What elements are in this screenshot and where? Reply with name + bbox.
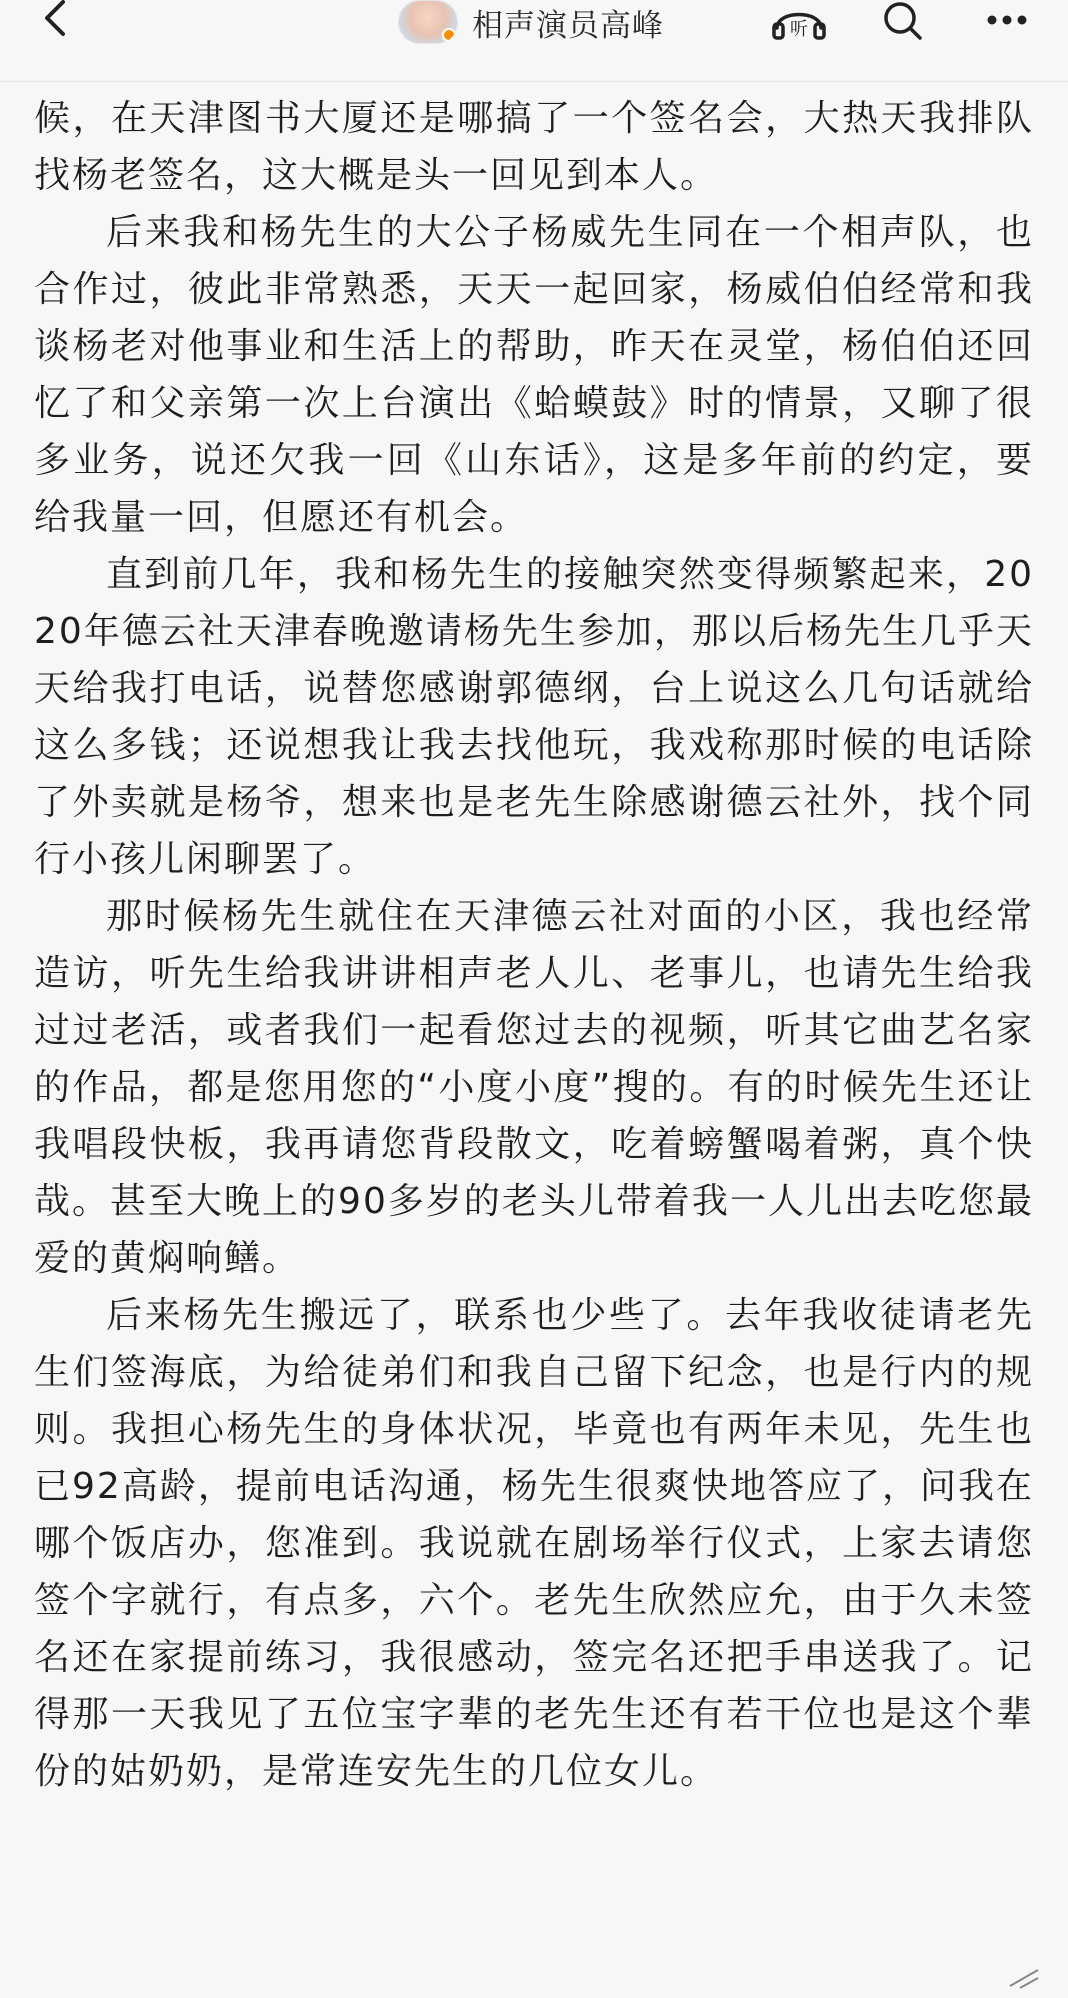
more-dots-icon bbox=[977, 0, 1037, 46]
verified-badge-icon bbox=[442, 28, 456, 42]
drag-handle-icon[interactable] bbox=[1006, 1966, 1042, 1990]
chevron-left-icon bbox=[39, 0, 73, 41]
more-button[interactable] bbox=[972, 0, 1042, 44]
article-paragraph: 直到前几年，我和杨先生的接触突然变得频繁起来，2020年德云社天津春晚邀请杨先生参加，那以后杨先生几乎天天给我打电话，说替您感谢郭德纲，台上说这么几句话就给这么多钱；还说想我让我去找他玩，我戏称那时候的电话除了外卖就是杨爷，想来也是老先生除感谢德云社外，找个同行小孩儿闲聊罢了。 bbox=[34, 554, 1034, 880]
listen-label: 听 bbox=[790, 19, 808, 40]
avatar[interactable] bbox=[398, 0, 458, 44]
article-paragraph: 后来杨先生搬远了，联系也少些了。去年我收徒请老先生们签海底，为给徒弟们和我自己留下纪念，也是行内的规则。我担心杨先生的身体状况，毕竟也有两年未见，先生也已92高龄，提前电话沟通，杨先生很爽快地答应了，问我在哪个饭店办，您准到。我说就在剧场举行仪式，上家去请您签个字就行，有点多，六个。老先生欣然应允，由于久未签名还在家提前练习，我很感动，签完名还把手串送我了。记得那一天我见了五位宝字辈的老先生还有若干位也是这个辈份的姑奶奶，是常连安先生的几位女儿。 bbox=[34, 1295, 1034, 1792]
article-paragraph: 候，在天津图书大厦还是哪搞了一个签名会，大热天我排队找杨老签名，这大概是头一回见到本人。 bbox=[34, 98, 1034, 196]
headphones-listen-icon bbox=[769, 0, 829, 46]
article-paragraph: 后来我和杨先生的大公子杨威先生同在一个相声队，也合作过，彼此非常熟悉，天天一起回家，杨威伯伯经常和我谈杨老对他事业和生活上的帮助，昨天在灵堂，杨伯伯还回忆了和父亲第一次上台演出《蛤蟆鼓》时的情景，又聊了很多业务，说还欠我一回《山东话》，这是多年前的约定，要给我量一回，但愿还有机会。 bbox=[34, 212, 1034, 538]
article-body bbox=[34, 90, 1034, 1800]
top-navigation-bar bbox=[0, 0, 1068, 82]
search-button[interactable] bbox=[868, 0, 938, 44]
header-actions bbox=[764, 0, 1042, 44]
search-icon bbox=[873, 0, 933, 46]
author-info[interactable] bbox=[398, 0, 664, 44]
back-button[interactable] bbox=[26, 0, 86, 40]
article-paragraph: 那时候杨先生就住在天津德云社对面的小区，我也经常造访，听先生给我讲讲相声老人儿、老事儿，也请先生给我过过老活，或者我们一起看您过去的视频，听其它曲艺名家的作品，都是您用您的“小度小度”搜的。有的时候先生还让我唱段快板，我再请您背段散文，吃着螃蟹喝着粥，真个快哉。甚至大晚上的90多岁的老头儿带着我一人儿出去吃您最爱的黄焖响鳝。 bbox=[34, 896, 1034, 1279]
listen-button[interactable] bbox=[764, 0, 834, 44]
author-name[interactable]: 相声演员高峰 bbox=[472, 7, 664, 44]
